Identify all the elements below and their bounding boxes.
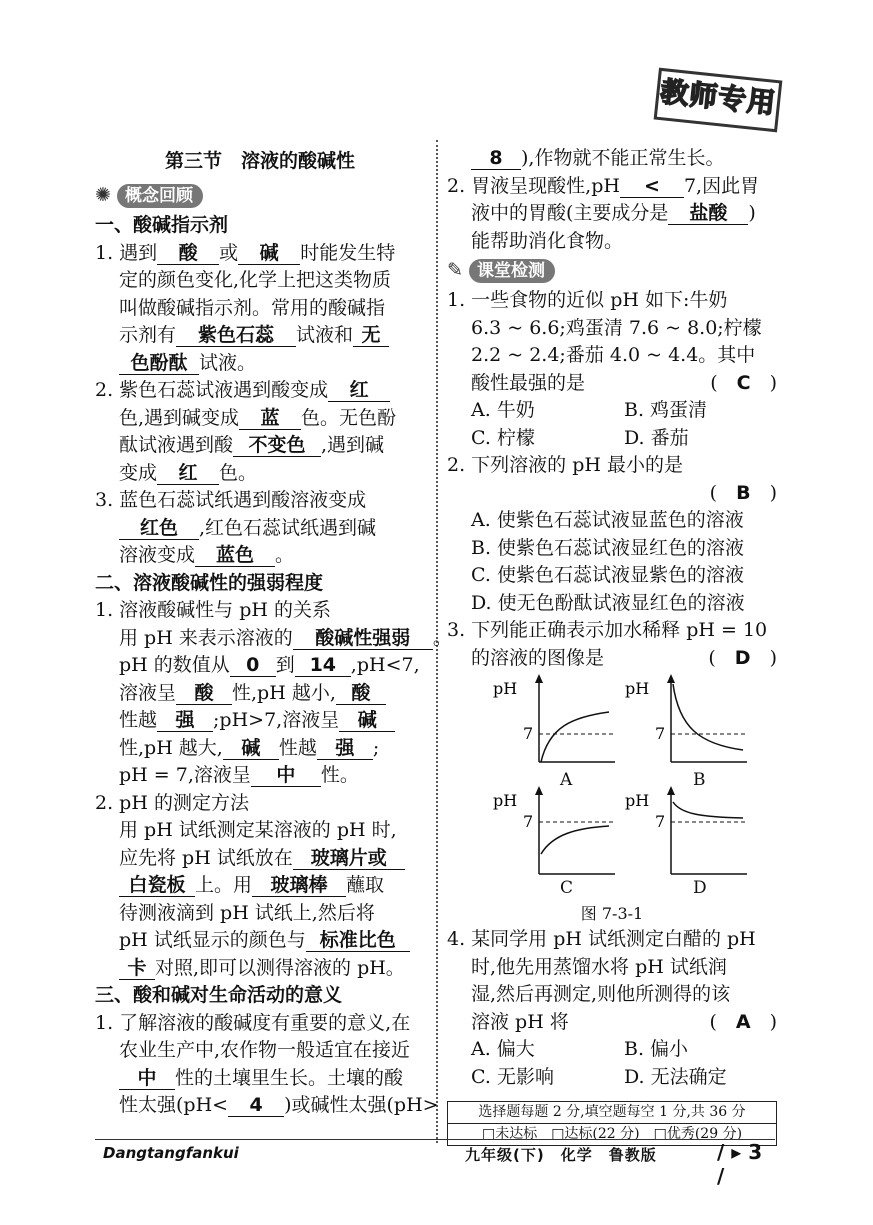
- text: ;: [372, 736, 380, 759]
- answer-blank: 红色: [119, 517, 199, 540]
- answer-blank: 卡: [119, 957, 155, 980]
- option: A. 牛奶: [471, 399, 535, 421]
- question-line: 1. 一些食物的近似 pH 如下:牛奶: [447, 289, 728, 311]
- option: A. 偏大: [471, 1038, 535, 1060]
- options-row: [447, 397, 777, 425]
- text: 上。用: [195, 874, 253, 896]
- question-line: [447, 370, 777, 398]
- answer-blank: 蓝: [239, 407, 301, 430]
- class-check-badge: 课堂检测: [469, 259, 555, 283]
- graph-d: [619, 784, 749, 876]
- question-line: [447, 480, 777, 508]
- graph-label: C: [560, 878, 574, 898]
- axis-label: pH: [493, 791, 518, 810]
- answer-blank: 碱: [339, 709, 395, 732]
- figure-graphs: [447, 672, 777, 902]
- answer-blank: 酸: [336, 682, 386, 705]
- answer-blank: 盐酸: [668, 202, 748, 225]
- text-line: [447, 145, 777, 173]
- text: 的溶液的图像是: [471, 646, 605, 669]
- axis-label: pH: [625, 791, 650, 810]
- right-column: [447, 145, 777, 1146]
- option: C. 柠檬: [471, 426, 535, 449]
- option: B. 鸡蛋清: [624, 399, 708, 421]
- text-line: 农业生产中,农作物一般适宜在接近: [119, 1039, 411, 1061]
- text: 性,pH 越大,: [119, 736, 223, 759]
- answer-blank: 紫色石蕊: [176, 324, 296, 347]
- answer-blank: 红: [157, 462, 219, 485]
- text-line: [95, 515, 425, 543]
- question-line: 4. 某同学用 pH 试纸测定白醋的 pH: [447, 928, 756, 950]
- text: 1. 遇到: [95, 241, 158, 264]
- text-line: [447, 173, 777, 201]
- answer-blank: 色酚酞: [119, 352, 199, 375]
- option: C. 无影响: [471, 1065, 554, 1088]
- option: B. 偏小: [624, 1038, 689, 1060]
- score-levels: □未达标 □达标(22 分) □优秀(29 分): [448, 1123, 776, 1145]
- text-line: [95, 927, 425, 955]
- text: 性越: [278, 736, 317, 759]
- text: pH = 7,溶液呈: [119, 764, 251, 786]
- text-line: 2. pH 的测定方法: [95, 791, 249, 814]
- question-line: 2.2 ~ 2.4;番茄 4.0 ~ 4.4。其中: [471, 344, 756, 366]
- text: 到: [275, 654, 295, 676]
- question-line: 时,他先用蒸馏水将 pH 试纸润: [471, 955, 727, 978]
- page-footer: [95, 1139, 775, 1188]
- text: 试液和: [296, 324, 354, 346]
- text-line: 用 pH 来表示溶液的 酸碱性强弱 。: [119, 626, 452, 649]
- question-line: [447, 645, 777, 673]
- text: 蘸取: [346, 874, 385, 896]
- lightbulb-icon: ✺: [95, 184, 111, 206]
- text-line: [95, 735, 425, 763]
- text-line: [95, 872, 425, 900]
- text: ;pH>7,溶液呈: [213, 709, 340, 731]
- text: ,遇到碱: [321, 434, 385, 456]
- answer-blank: 不变色: [233, 434, 321, 457]
- text: 性。: [320, 764, 359, 786]
- text: 时能发生特: [300, 241, 396, 264]
- heading-strength: 二、溶液酸碱性的强弱程度: [95, 571, 324, 594]
- text: 试液。: [199, 351, 257, 374]
- text-line: 待测液滴到 pH 试纸上,然后将: [119, 901, 375, 924]
- text: 性越: [119, 709, 158, 731]
- text: ,红色石蕊试纸遇到碱: [199, 516, 377, 539]
- answer-blank: 中: [251, 764, 321, 787]
- score-rule: 选择题每题 2 分,填空题每空 1 分,共 36 分: [478, 1104, 746, 1120]
- text: 色,遇到碱变成: [119, 406, 240, 429]
- graph-label: D: [693, 878, 707, 898]
- answer-blank: 14: [295, 654, 351, 677]
- text-line: [95, 762, 425, 790]
- text-line: 能帮助消化食物。: [471, 229, 624, 252]
- text-line: [95, 652, 425, 680]
- text: 变成: [119, 461, 158, 484]
- concept-review-header: [95, 180, 425, 212]
- page-number: / ▸ 3 /: [717, 1140, 763, 1188]
- teacher-stamp: 教师专用: [654, 68, 783, 133]
- question-line: 6.3 ~ 6.6;鸡蛋清 7.6 ~ 8.0;柠檬: [471, 316, 762, 339]
- text: 溶液变成: [119, 544, 196, 566]
- pencil-icon: ✎: [447, 259, 463, 281]
- option: A. 使紫色石蕊试液显蓝色的溶液: [471, 509, 744, 531]
- answer-blank: 无: [353, 324, 389, 347]
- graph-label: B: [693, 770, 706, 790]
- text-line: [447, 200, 777, 228]
- option: D. 番茄: [624, 426, 689, 449]
- answer-paren: ( C ): [710, 371, 777, 394]
- graph-a: [487, 672, 617, 764]
- answer-blank: 白瓷板: [119, 874, 195, 897]
- text-line: 3. 蓝色石蕊试纸遇到酸溶液变成: [95, 489, 367, 511]
- text: pH 试纸显示的颜色与: [119, 929, 306, 951]
- answer-blank: 4: [228, 1094, 284, 1117]
- left-column: [95, 142, 452, 1120]
- text: 示剂有: [119, 324, 177, 346]
- graph-b: [619, 672, 749, 764]
- options-row: [447, 1064, 777, 1092]
- answer-paren: ( A ): [709, 1010, 777, 1033]
- text: 性太强(pH<: [119, 1094, 229, 1116]
- option: B. 使紫色石蕊试液显红色的溶液: [471, 536, 745, 559]
- text: 。: [275, 544, 295, 566]
- text: 色。无色酚: [301, 406, 397, 429]
- tick-label: 7: [655, 724, 666, 743]
- question-line: [447, 1009, 777, 1037]
- text: 性,pH 越小,: [232, 681, 336, 704]
- answer-blank: 强: [317, 737, 373, 760]
- answer-choice: B: [736, 481, 751, 504]
- answer-blank: 酸: [157, 242, 219, 265]
- section-title: 第三节 溶液的酸碱性: [164, 150, 355, 172]
- text-line: [95, 377, 425, 405]
- text: 性的土壤里生长。土壤的酸: [175, 1066, 404, 1089]
- question-line: 湿,然后再测定,则他所测得的该: [471, 983, 731, 1005]
- answer-blank: 8: [471, 147, 521, 170]
- concept-review-badge: 概念回顾: [117, 184, 203, 208]
- answer-choice: C: [736, 371, 751, 394]
- text-line: [95, 432, 425, 460]
- answer-paren: ( B ): [709, 481, 777, 504]
- answer-blank: 碱: [223, 737, 279, 760]
- text-line: 1. 溶液酸碱性与 pH 的关系: [95, 599, 331, 621]
- answer-blank: 玻璃棒: [252, 874, 346, 897]
- answer-blank: <: [620, 175, 684, 198]
- text: )或碱性太强(pH>: [284, 1094, 439, 1116]
- text: 或: [219, 241, 239, 264]
- text-line: [95, 405, 425, 433]
- text-line: [95, 845, 425, 873]
- answer-blank: 蓝色: [195, 544, 275, 567]
- text-line: [95, 955, 425, 983]
- text-line: 叫做酸碱指示剂。常用的酸碱指: [119, 296, 386, 319]
- text: ,pH<7,: [350, 654, 420, 676]
- text: 对照,即可以测得溶液的 pH。: [155, 956, 405, 979]
- answer-blank: 0: [230, 654, 276, 677]
- text-line: [95, 542, 425, 570]
- option: D. 使无色酚酞试液显红色的溶液: [471, 591, 745, 614]
- figure-caption: 图 7-3-1: [580, 904, 644, 923]
- heading-life: 三、酸和碱对生命活动的意义: [95, 984, 343, 1006]
- tick-label: 7: [655, 812, 666, 831]
- question-line: 3. 下列能正确表示加水稀释 pH = 10: [447, 619, 768, 641]
- text: 溶液呈: [119, 681, 177, 704]
- text: ),作物就不能正常生长。: [521, 147, 725, 169]
- text: 应先将 pH 试纸放在: [119, 846, 293, 869]
- text-line: [95, 707, 425, 735]
- answer-choice: A: [735, 1010, 751, 1033]
- answer-blank: 酸碱性强弱: [293, 627, 433, 650]
- text: 用 pH 来表示溶液的: [119, 626, 293, 649]
- answer-choice: D: [734, 646, 751, 669]
- class-check-header: [447, 255, 777, 287]
- options-row: [447, 425, 777, 453]
- heading-indicators: 一、酸碱指示剂: [95, 214, 229, 236]
- text: 酸性最强的是: [471, 371, 586, 394]
- brand-logo: Dangtangfankui: [103, 1144, 239, 1162]
- text: 酞试液遇到酸: [119, 434, 234, 456]
- answer-paren: ( D ): [708, 646, 777, 669]
- answer-blank: 酸: [176, 682, 232, 705]
- text-line: [95, 350, 425, 378]
- text: 溶液 pH 将: [471, 1010, 569, 1033]
- option: C. 使紫色石蕊试液显紫色的溶液: [471, 564, 744, 586]
- question-line: 2. 下列溶液的 pH 最小的是: [447, 454, 683, 476]
- text-line: [95, 680, 425, 708]
- text-line: 1. 了解溶液的酸碱度有重要的意义,在: [95, 1011, 411, 1034]
- tick-label: 7: [523, 724, 534, 743]
- text: 2. 胃液呈现酸性,pH: [447, 174, 620, 197]
- text: 2. 紫色石蕊试液遇到酸变成: [95, 379, 329, 401]
- text-line: [95, 240, 425, 268]
- axis-label: pH: [493, 679, 518, 698]
- answer-blank: 玻璃片或: [293, 847, 405, 870]
- option: D. 无法确定: [624, 1065, 727, 1088]
- text-line: 定的颜色变化,化学上把这类物质: [119, 269, 392, 291]
- text: 色。: [219, 461, 258, 484]
- answer-blank: 碱: [238, 242, 300, 265]
- text-line: [95, 460, 425, 488]
- graph-label: A: [560, 770, 573, 790]
- text-line: [95, 322, 425, 350]
- text: pH 的数值从: [119, 654, 230, 676]
- options-row: [447, 1036, 777, 1064]
- axis-label: pH: [625, 679, 650, 698]
- page-number-value: 3: [748, 1140, 763, 1164]
- answer-blank: 中: [119, 1067, 175, 1090]
- text-line: [95, 1092, 439, 1120]
- answer-blank: 强: [157, 709, 213, 732]
- text: 7,因此胃: [683, 174, 760, 197]
- answer-blank: 标准比色: [306, 929, 410, 952]
- text: ): [748, 202, 756, 224]
- answer-blank: 红: [328, 379, 390, 402]
- tick-label: 7: [523, 812, 534, 831]
- text-line: [95, 1065, 425, 1093]
- graph-c: [487, 784, 617, 876]
- text: 液中的胃酸(主要成分是: [471, 202, 669, 224]
- text-line: 用 pH 试纸测定某溶液的 pH 时,: [119, 819, 397, 841]
- book-meta: 九年级(下) 化学 鲁教版: [465, 1146, 657, 1164]
